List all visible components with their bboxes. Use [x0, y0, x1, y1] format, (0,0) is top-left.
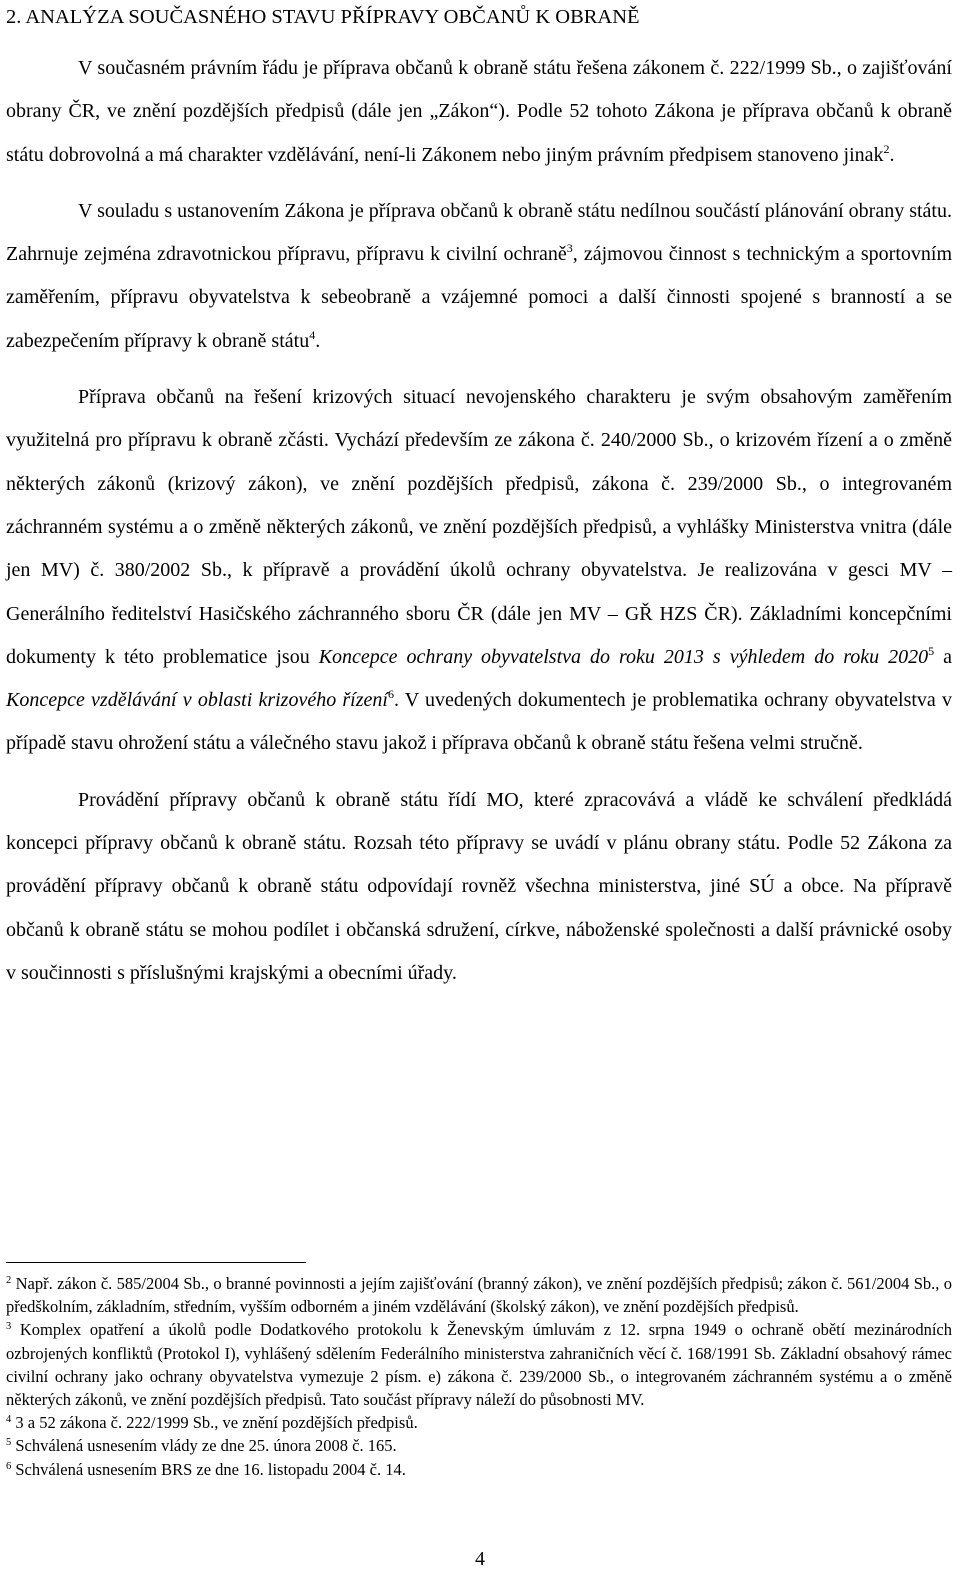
footnote-2	[6, 1272, 952, 1318]
footnote-number: 3	[6, 1321, 12, 1333]
footnote-text: Schválená usnesením vlády ze dne 25. února 2008 č. 165.	[11, 1436, 397, 1456]
paragraph-1	[6, 47, 952, 177]
footnote-number: 2	[6, 1275, 12, 1286]
paragraph-2-text: V souladu s ustanovením Zákona je příprava občanů k obraně státu nedílnou součástí plánování obrany státu. Zahrnuje zejména zdravotnickou přípravu, přípravu k civilní ochraně	[6, 199, 952, 266]
footnote-4	[6, 1411, 952, 1434]
footnote-text: Např. zákon č. 585/2004 Sb., o branné povinnosti a jejím zajišťování (branný zákon), ve znění pozdějších předpisů; zákon č. 561/2004 Sb., o předškolním, základním, středním, vyšším odborném a jiném vzdělávání (školský zákon), ve znění pozdějších předpisů.	[6, 1274, 952, 1317]
paragraph-2-end: .	[315, 329, 321, 352]
footnotes	[6, 1272, 952, 1481]
paragraph-2-text-cont: , zájmovou činnost s technickým a sportovním zaměřením, přípravu obyvatelstva k sebeobraně a vzájemné pomoci a další činnosti spojené s branností a se zabezpečením přípravy k obraně státu	[6, 243, 952, 352]
footnote-3	[6, 1318, 952, 1411]
document-title-koncepce-ochrany: Koncepce ochrany obyvatelstva do roku 2013 s výhledem do roku 2020	[318, 645, 929, 668]
body-text	[6, 47, 952, 995]
page-number: 4	[475, 1548, 485, 1570]
footnote-ref-5: 5	[928, 643, 935, 658]
footnote-number: 5	[6, 1437, 12, 1449]
paragraph-3-text: Příprava občanů na řešení krizových situací nevojenského charakteru je svým obsahovým zaměřením využitelná pro přípravu k obraně zčásti. Vychází především ze zákona č. 240/2000 Sb., o krizovém řízení a o změně některých zákonů (krizový zákon), ve znění pozdějších předpisů, zákona č. 239/2000 Sb., o integrovaném záchranném systému a o změně některých zákonů, ve znění pozdějších předpisů, a vyhlášky Ministerstva vnitra (dále jen MV) č. 380/2002 Sb., k přípravě a provádění úkolů ochrany obyvatelstva. Je realizována v gesci MV – Generálního ředitelství Hasičského záchranného sboru ČR (dále jen MV – GŘ HZS ČR). Základními koncepčními dokumenty k této problematice jsou	[6, 386, 952, 668]
footnote-ref-6: 6	[387, 687, 394, 702]
footnote-text: Schválená usnesením BRS ze dne 16. listopadu 2004 č. 14.	[11, 1459, 406, 1479]
footnote-6	[6, 1458, 952, 1481]
document-title-koncepce-vzdelavani: Koncepce vzdělávání v oblasti krizového řízení	[6, 689, 388, 712]
footnote-number: 4	[6, 1414, 12, 1426]
footnote-separator	[6, 1262, 306, 1263]
footnote-number: 6	[6, 1460, 12, 1472]
section-heading: 2. ANALÝZA SOUČASNÉHO STAVU PŘÍPRAVY OBČANŮ K OBRANĚ	[6, 6, 640, 28]
paragraph-2	[6, 190, 952, 363]
paragraph-1-end: .	[889, 143, 895, 166]
footnote-text: Komplex opatření a úkolů podle Dodatkového protokolu k Ženevským úmluvám z 12. srpna 1949 o ochraně obětí mezinárodních ozbrojených konfliktů (Protokol I), vyhlášený sdělením Federálního ministerstva zahraničních věcí č. 168/1991 Sb. Základní obsahový rámec civilní ochrany jako ochrany obyvatelstva vymezuje 2 písm. e) zákona č. 239/2000 Sb., o integrovaném záchranném systému a o změně některých zákonů, ve znění pozdějších předpisů. Tato součást přípravy náleží do působnosti MV.	[6, 1320, 952, 1410]
paragraph-3	[6, 376, 952, 766]
footnote-ref-4: 4	[309, 327, 316, 342]
footnote-text: 3 a 52 zákona č. 222/1999 Sb., ve znění pozdějších předpisů.	[11, 1413, 418, 1433]
paragraph-1-text: V současném právním řádu je příprava občanů k obraně státu řešena zákonem č. 222/1999 Sb., o zajišťování obrany ČR, ve znění pozdějších předpisů (dále jen „Zákon“). Podle 52 tohoto Zákona je příprava občanů k obraně státu dobrovolná a má charakter vzdělávání, není-li Zákonem nebo jiným právním předpisem stanoveno jinak	[6, 57, 952, 166]
footnote-ref-2: 2	[883, 141, 890, 156]
footnote-5	[6, 1434, 952, 1457]
footnote-ref-3: 3	[566, 241, 573, 256]
paragraph-4: Provádění přípravy občanů k obraně státu řídí MO, které zpracovává a vládě ke schválení předkládá koncepci přípravy občanů k obraně státu. Rozsah této přípravy se uvádí v plánu obrany státu. Podle 52 Zákona za provádění přípravy občanů k obraně státu odpovídají rovněž všechna ministerstva, jiné SÚ a obce. Na přípravě občanů k obraně státu se mohou podílet i občanská sdružení, církve, náboženské společnosti a další právnické osoby v součinnosti s příslušnými krajskými a obecními úřady.	[6, 788, 952, 984]
paragraph-3-end: . V uvedených dokumentech je problematika ochrany obyvatelstva v případě stavu ohrožení státu a válečného stavu jakož i příprava občanů k obraně státu řešena velmi stručně.	[6, 689, 952, 755]
paragraph-3-conj: a	[934, 645, 952, 668]
